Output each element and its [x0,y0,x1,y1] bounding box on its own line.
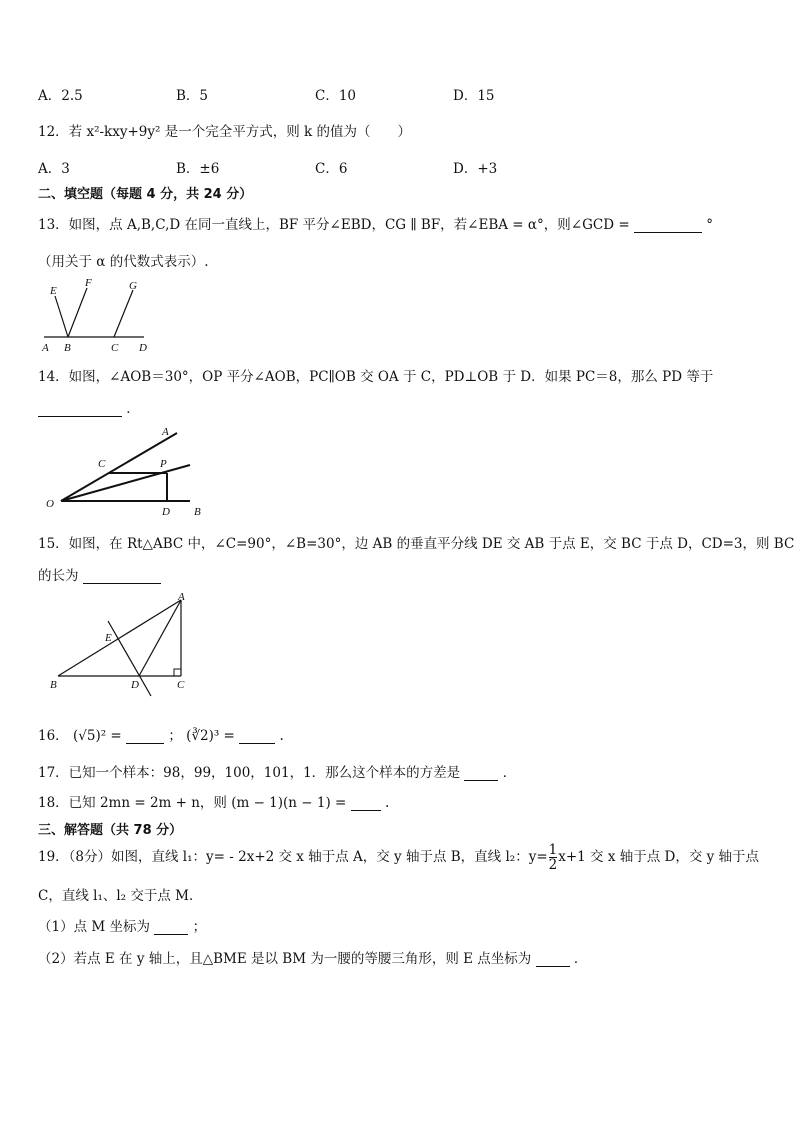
q19-sub1-text: （1）点 M 坐标为 [38,919,150,935]
q18-question [38,791,389,811]
q14-label-d: D [162,506,170,518]
q14-question: 14．如图，∠AOB＝30°，OP 平分∠AOB，PC∥OB 交 OA 于 C，PD⊥OB 于 D．如果 PC＝8，那么 PD 等于 [38,369,714,385]
q19-sub1-tail: ； [192,919,207,935]
q11-option-a: A．2.5 [38,88,83,104]
q13-label-a: A [42,342,49,354]
q18-text: 18．已知 2mn = 2m + n，则 (m − 1)(n − 1) = [38,795,347,811]
q11-option-c: C．10 [315,88,357,104]
q12-option-d: D．+3 [453,161,498,177]
q14-label-p: P [160,458,167,470]
q16-prefix: 16． [38,728,69,744]
q15-label-c: C [177,679,185,691]
q15-figure [45,590,195,695]
q13-label-f: F [85,277,92,289]
q15-answer-blank[interactable] [83,569,161,584]
q18-tail: . [384,795,390,811]
q17-tail: ． [502,765,517,781]
q18-answer-blank[interactable] [351,796,381,811]
section-answer-title: 三、解答题（共 78 分） [38,823,183,838]
q19-part-b: x+1 交 x 轴于点 D，交 y 轴于点 [558,849,760,865]
q15-label-e: E [105,632,112,644]
q13-label-d: D [139,342,147,354]
q13-degree-suffix: ° [706,217,713,233]
q15-label-b: B [50,679,57,691]
q14-label-b: B [194,506,201,518]
q19-fraction [549,843,558,872]
q16-expr1: (√5)² = [72,728,122,744]
q15-question-line2 [38,564,161,584]
q15-text2: 的长为 [38,568,79,584]
q14-figure [45,425,205,520]
q19-fraction-denominator: 2 [548,857,558,873]
q14-label-c: C [98,458,106,470]
section-fill-in-title: 二、填空题（每题 4 分，共 24 分） [38,187,253,202]
q13-question [38,213,713,233]
q16-question [38,724,284,744]
q12-option-c: C．6 [315,161,348,177]
q13-label-e: E [50,285,57,297]
q17-answer-blank[interactable] [464,766,498,781]
q14-label-o: O [46,498,54,510]
q19-sub1-blank[interactable] [154,920,188,935]
q12-question: 12．若 x²-kxy+9y² 是一个完全平方式，则 k 的值为（ ） [38,124,411,140]
q19-line2: C，直线 l₁、l₂ 交于点 M． [38,888,203,904]
q16-blank-2[interactable] [239,729,275,744]
q16-blank-1[interactable] [126,729,164,744]
q14-answer-blank[interactable] [38,402,122,417]
q14-label-a: A [162,426,169,438]
q15-question: 15．如图，在 Rt△ABC 中，∠C=90°，∠B=30°，边 AB 的垂直平分线 DE 交 AB 于点 E，交 BC 于点 D，CD=3，则 BC [38,536,794,552]
q19-sub2-blank[interactable] [536,952,570,967]
q13-note: （用关于 α 的代数式表示）. [38,254,209,270]
q11-option-b: B．5 [176,88,209,104]
q16-separator: ； [168,728,182,744]
q15-label-a: A [178,591,185,603]
q19-question [38,843,759,872]
q19-sub2 [38,947,587,967]
q15-label-d: D [131,679,139,691]
q17-text: 17．已知一个样本：98，99，100，101，1．那么这个样本的方差是 [38,765,461,781]
q12-option-a: A．3 [38,161,70,177]
q12-option-b: B．±6 [176,161,220,177]
q16-tail: . [279,728,284,744]
q19-sub2-tail: ． [573,951,588,967]
q14-answer-line [38,397,140,417]
q19-sub2-text: （2）若点 E 在 y 轴上，且△BME 是以 BM 为一腰的等腰三角形，则 E 点坐标为 [38,951,532,967]
q13-label-g: G [129,280,137,292]
q17-question [38,761,516,781]
q13-label-c: C [111,342,119,354]
q19-sub1 [38,915,206,935]
q14-tail: ． [126,401,140,417]
q13-answer-blank[interactable] [634,218,702,233]
q19-fraction-numerator: 1 [548,842,558,858]
q11-option-d: D．15 [453,88,495,104]
q16-expr2: (∛2)³ = [186,728,235,744]
q13-label-b: B [64,342,71,354]
q19-part-a: 19．（8分）如图，直线 l₁：y= - 2x+2 交 x 轴于点 A，交 y 轴于点 B，直线 l₂：y= [38,849,548,865]
q13-text: 13．如图，点 A,B,C,D 在同一直线上，BF 平分∠EBD，CG ∥ BF，若∠EBA = α°，则∠GCD = [38,217,630,233]
q13-figure [36,278,156,358]
